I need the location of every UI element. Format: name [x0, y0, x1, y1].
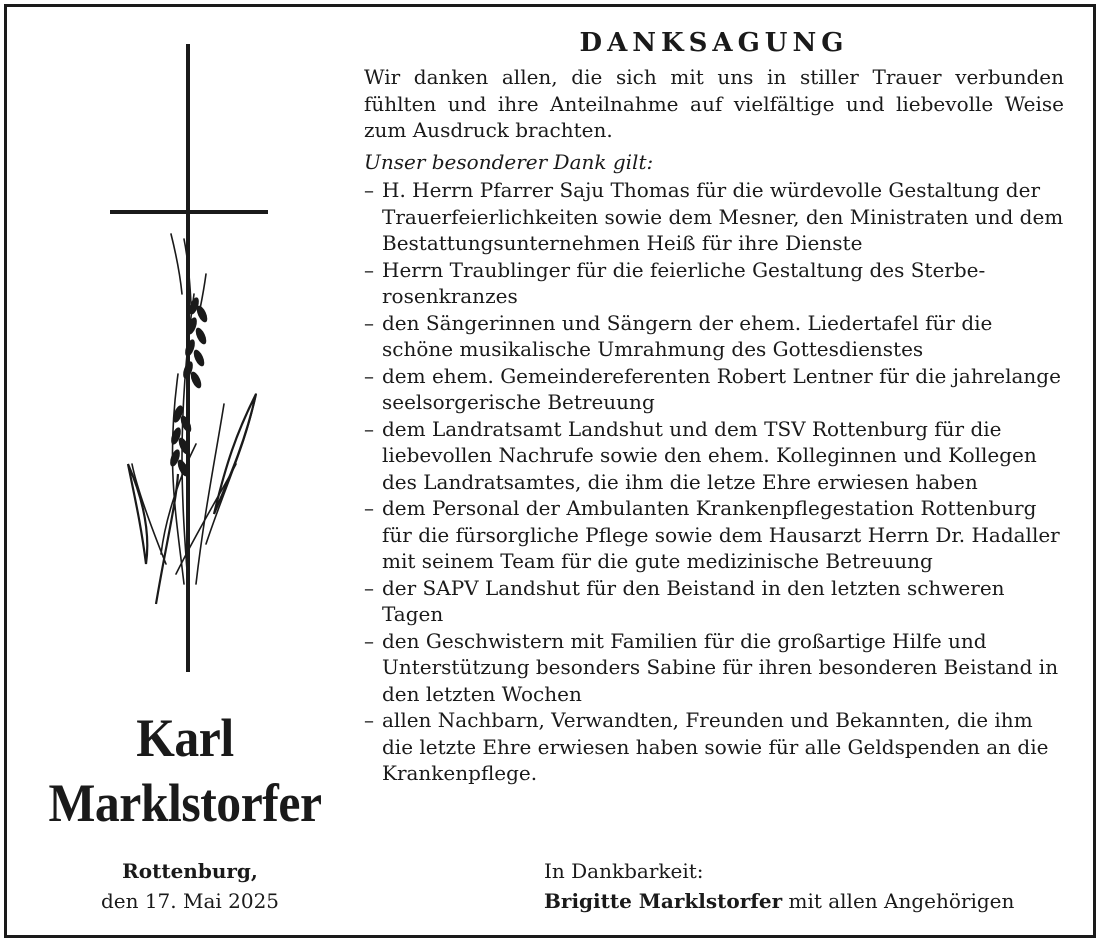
intro-paragraph: Wir danken allen, die sich mit uns in stiller Trauer verbunden fühlten und ihre Anteilnahme auf vielfältige und liebevolle Weise zum Ausdruck brachten. [364, 65, 1064, 142]
cross-with-wheat-icon [106, 44, 276, 674]
special-thanks-heading: Unser besonderer Dank gilt: [364, 149, 654, 174]
list-item: – Herrn Traublinger für die feierliche Gestaltung des Sterberosenkranzes [364, 257, 1064, 310]
deceased-last-name: Marklstorfer [48, 773, 322, 833]
signature-line [544, 886, 1014, 916]
thanks-list [364, 177, 1064, 787]
list-item: – dem Landratsamt Landshut und dem TSV Rottenburg für die liebevollen Nachrufe sowie den ehem. Kolleginnen und Kollegen des Landratsamtes, die ihm die letze Ehre erwiesen haben [364, 416, 1064, 496]
notice-title: DANKSAGUNG [579, 28, 849, 58]
place-label: Rottenburg, [122, 859, 258, 883]
list-item: – dem ehem. Gemeindereferenten Robert Lentner für die jahrelange seelsorgerische Betreuung [364, 363, 1064, 416]
closing-block [544, 856, 1014, 916]
left-column [0, 0, 360, 945]
list-item: – dem Personal der Ambulanten Krankenpflegestation Rottenburg für die fürsorgliche Pflege sowie dem Hausarzt Herrn Dr. Hadaller mit seinem Team für die gute medizinische Betreuung [364, 495, 1064, 575]
closing-label: In Dankbarkeit: [544, 859, 704, 883]
date-label: den 17. Mai 2025 [100, 889, 280, 913]
list-item: – H. Herrn Pfarrer Saju Thomas für die würdevolle Gestaltung der Trauerfeierlichkeiten sowie dem Mesner, den Ministraten und dem Bestattungsunternehmen Heiß für ihre Dienste [364, 177, 1064, 257]
list-item: – allen Nachbarn, Verwandten, Freunden und Bekannten, die ihm die letzte Ehre erwiesen haben sowie für alle Geldspenden an die Krankenpflege. [364, 707, 1064, 787]
signer-name: Brigitte Marklstorfer [544, 889, 783, 913]
signer-suffix: mit allen Angehörigen [782, 889, 1015, 913]
list-item: – der SAPV Landshut für den Beistand in den letzten schweren Tagen [364, 575, 1064, 628]
right-column [364, 26, 1064, 787]
list-item: – den Geschwistern mit Familien für die großartige Hilfe und Unterstützung besonders Sabine für ihren besonderen Beistand in den letzten Wochen [364, 628, 1064, 708]
list-item: – den Sängerinnen und Sängern der ehem. Liedertafel für die schöne musikalische Umrahmung des Gottesdienstes [364, 310, 1064, 363]
deceased-first-name: Karl [136, 708, 234, 768]
